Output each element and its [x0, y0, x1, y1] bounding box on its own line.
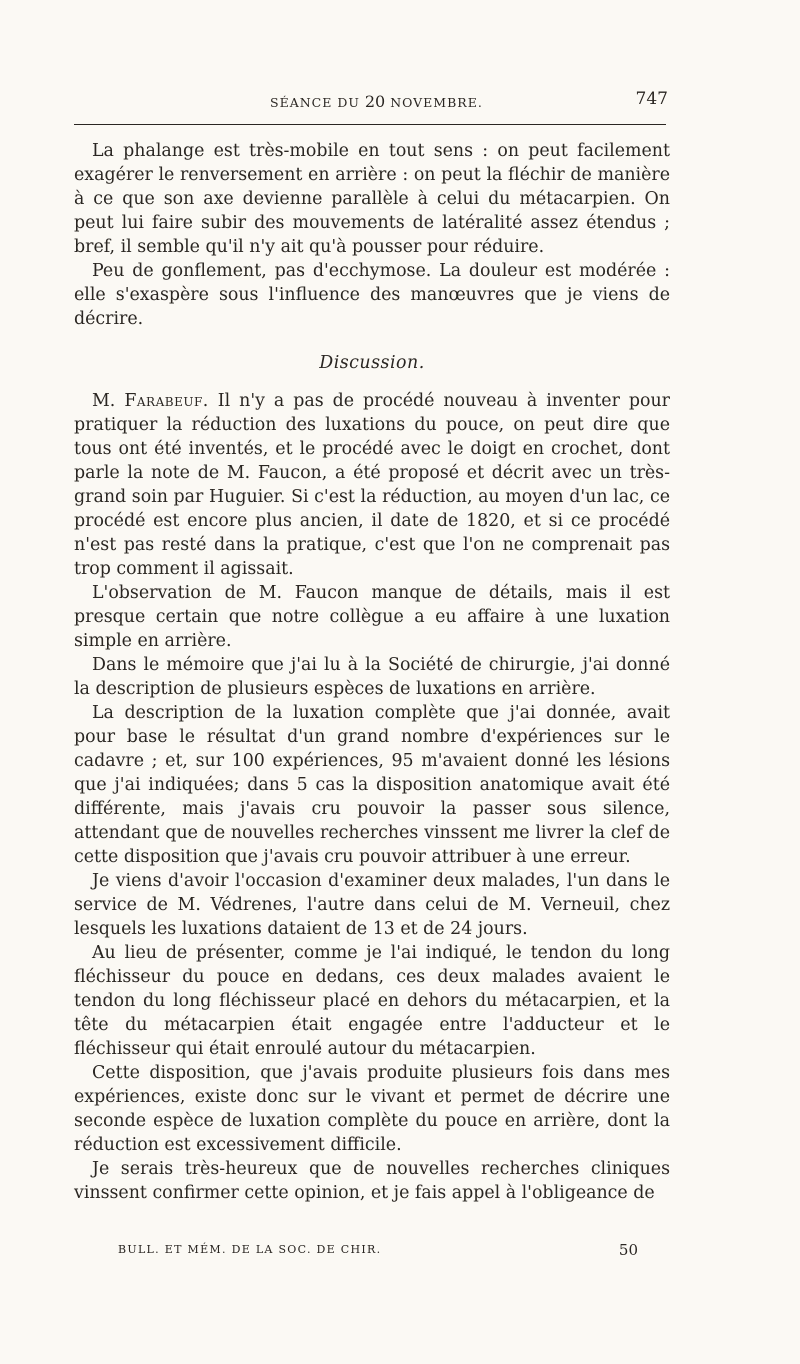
running-title-prefix: SÉANCE DU: [270, 95, 365, 110]
running-title: [270, 92, 483, 111]
sheet-number: 50: [618, 1241, 638, 1259]
header-rule: [74, 124, 666, 125]
running-title-day: 20: [364, 92, 386, 111]
paragraph: Je viens d'avoir l'occasion d'examiner deux malades, l'un dans le service de M. Védrenes, l'autre dans celui de M. Verneuil, chez lesquels les luxations dataient de 13 et de 24 jours.: [74, 871, 670, 939]
speaker-name: Farabeuf.: [124, 391, 209, 411]
footer-signature: BULL. ET MÉM. DE LA SOC. DE CHIR.: [118, 1243, 382, 1256]
paragraph: [74, 389, 670, 581]
section-heading: Discussion.: [319, 353, 425, 373]
running-title-suffix: NOVEMBRE.: [385, 95, 483, 110]
body-text: [74, 139, 670, 1205]
paragraph: La phalange est très-mobile en tout sens : on peut facilement exagérer le renversement en arrière : on peut la fléchir de manière à ce que son axe devienne parallèle à celui du métacarpien. On peut lui faire subir des mouvements de latéralité assez étendus ; bref, il semble qu'il n'y ait qu'à pousser pour réduire.: [74, 141, 670, 257]
paragraph: Cette disposition, que j'avais produite plusieurs fois dans mes expériences, existe donc sur le vivant et permet de décrire une seconde espèce de luxation complète du pouce en arrière, dont la réduction est excessivement difficile.: [74, 1063, 670, 1155]
page-number: 747: [635, 89, 668, 109]
page-footer: [118, 1242, 638, 1264]
running-head: [74, 90, 674, 114]
speaker-text: Il n'y a pas de procédé nouveau à inventer pour pratiquer la réduction des luxations du pouce, on peut dire que tous ont été inventés, et le procédé avec le doigt en crochet, dont parle la note de M. Faucon, a été proposé et décrit avec un très-grand soin par Huguier. Si c'est la réduction, au moyen d'un lac, ce procédé est encore plus ancien, il date de 1820, et si ce procédé n'est pas resté dans la pratique, c'est que l'on ne comprenait pas trop comment il agissait.: [74, 391, 670, 579]
paragraph: Dans le mémoire que j'ai lu à la Société de chirurgie, j'ai donné la description de plusieurs espèces de luxations en arrière.: [74, 655, 670, 699]
paragraph: L'observation de M. Faucon manque de détails, mais il est presque certain que notre collègue a eu affaire à une luxation simple en arrière.: [74, 583, 670, 651]
paragraph: Je serais très-heureux que de nouvelles recherches cliniques vinssent confirmer cette opinion, et je fais appel à l'obligeance de: [74, 1159, 670, 1203]
paragraph: Au lieu de présenter, comme je l'ai indiqué, le tendon du long fléchisseur du pouce en dedans, ces deux malades avaient le tendon du long fléchisseur placé en dehors du métacarpien, et la tête du métacarpien était engagée entre l'adducteur et le fléchisseur qui était enroulé autour du métacarpien.: [74, 943, 670, 1059]
speaker-prefix: M.: [92, 391, 125, 411]
paragraph: La description de la luxation complète que j'ai donnée, avait pour base le résultat d'un grand nombre d'expériences sur le cadavre ; et, sur 100 expériences, 95 m'avaient donné les lésions que j'ai indiquées; dans 5 cas la disposition anatomique avait été différente, mais j'avais cru pouvoir la passer sous silence, attendant que de nouvelles recherches vinssent me livrer la clef de cette disposition que j'avais cru pouvoir attribuer à une erreur.: [74, 703, 670, 867]
paragraph: Peu de gonflement, pas d'ecchymose. La douleur est modérée : elle s'exaspère sous l'influence des manœuvres que je viens de décrire.: [74, 261, 670, 329]
